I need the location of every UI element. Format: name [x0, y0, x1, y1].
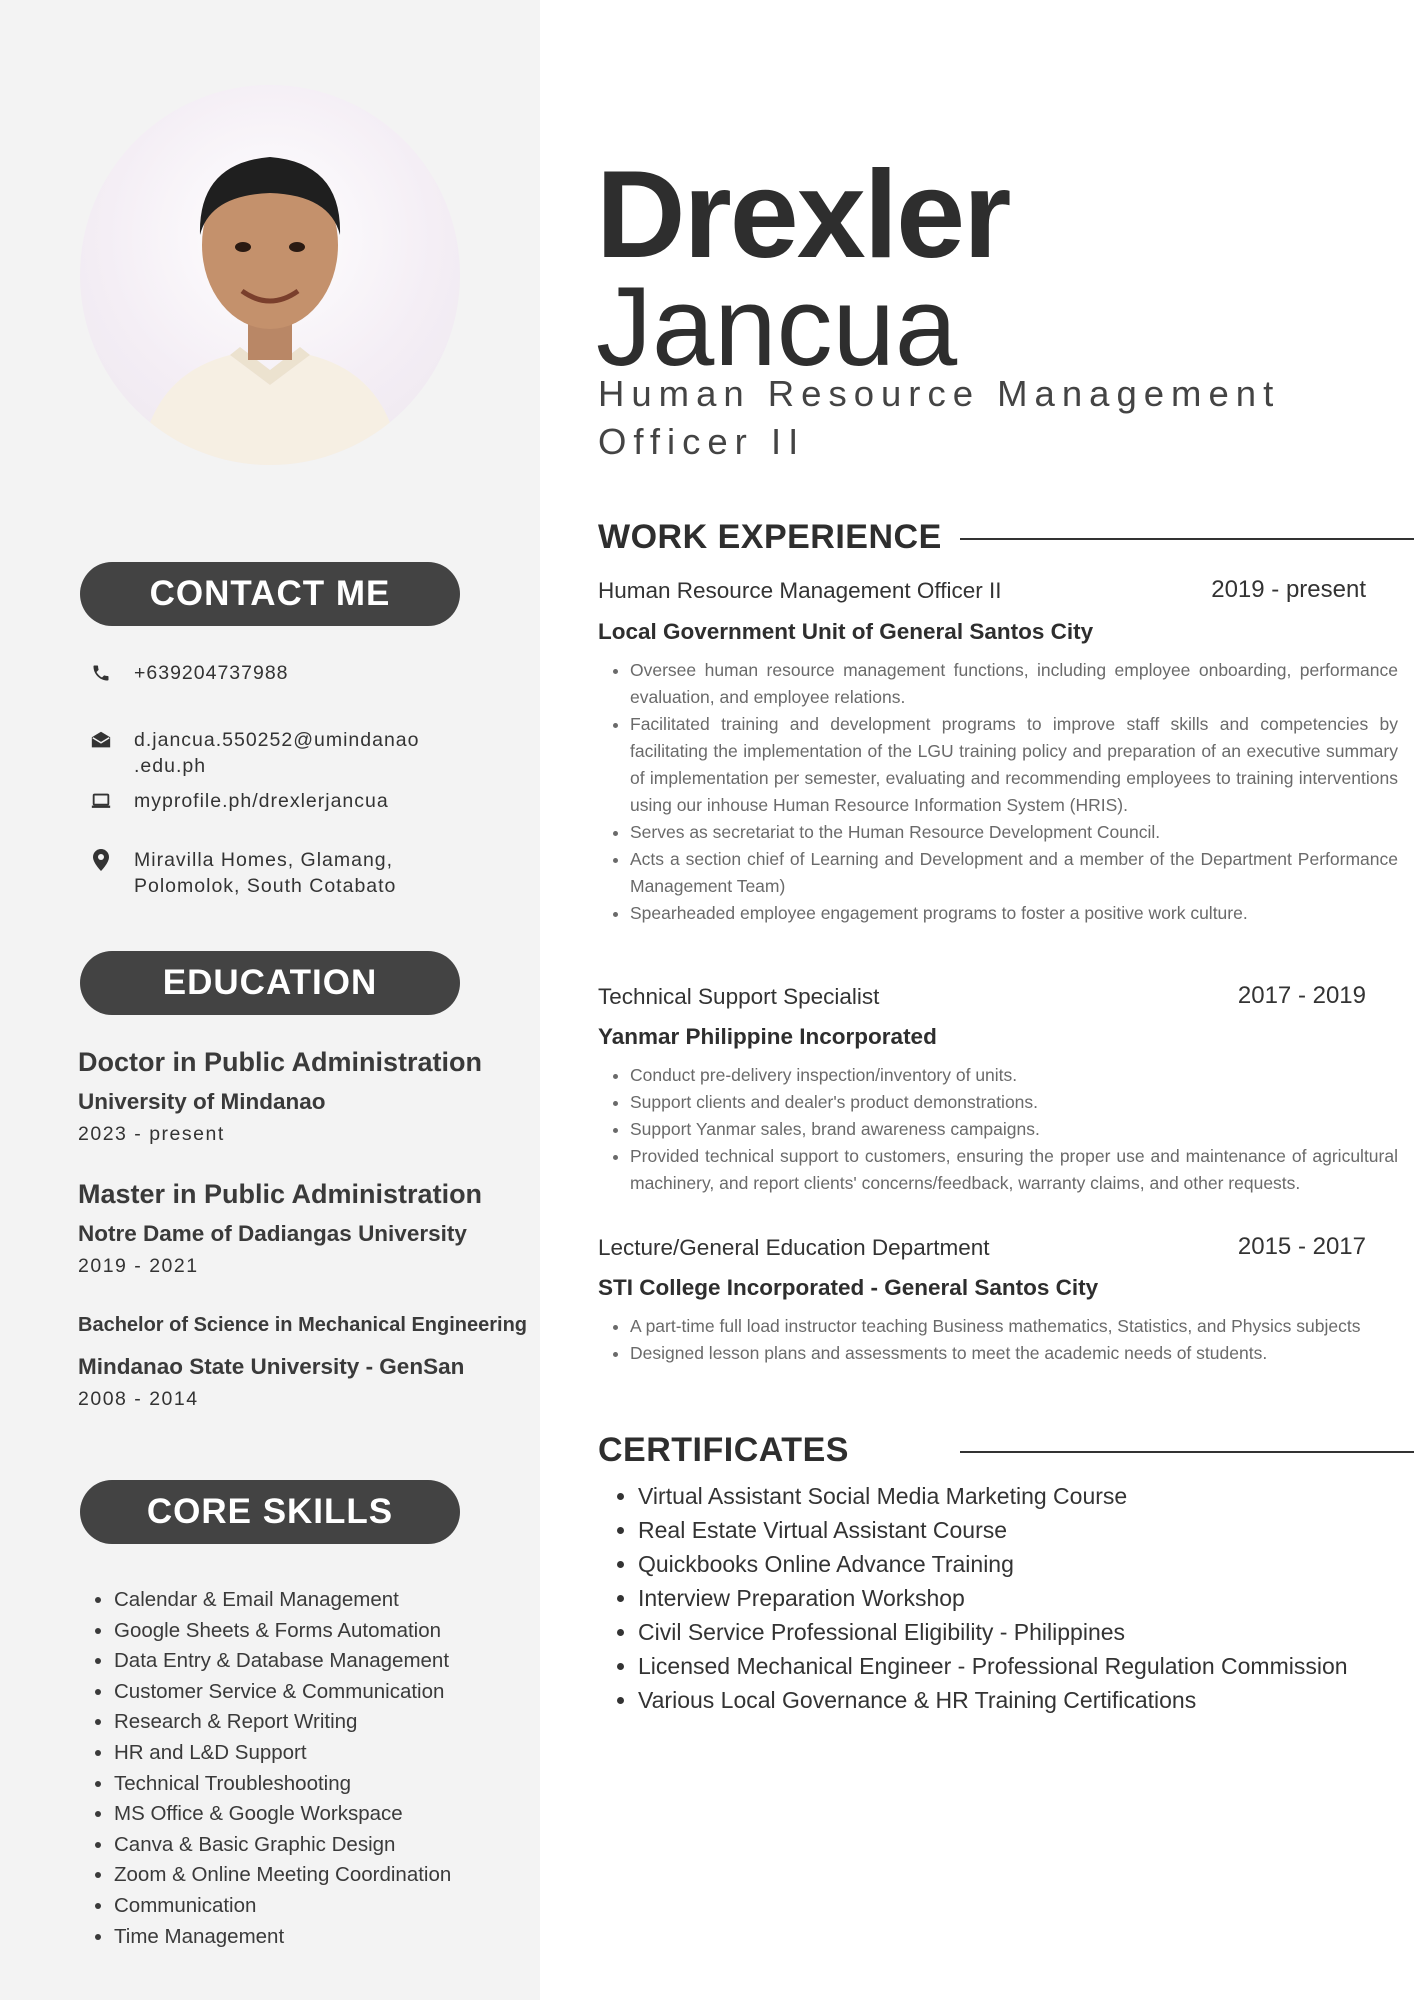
- skill-item: • Calendar & Email Management: [114, 1585, 451, 1616]
- certificate-item: • Licensed Mechanical Engineer - Professional Regulation Commission: [638, 1649, 1348, 1683]
- skill-item: • MS Office & Google Workspace: [114, 1799, 451, 1830]
- duty-item: • Facilitated training and development programs to improve staff skills and competencies by facilitating the implementation of the LGU training policy and preparation of an executive summary of implementation per semester, evaluating and recommending employees to training interventions using our inhouse Human Resource Information System (HRIS).: [630, 711, 1398, 819]
- section-divider: [960, 1451, 1414, 1453]
- person-illustration: [80, 85, 460, 465]
- job-company: Yanmar Philippine Incorporated: [598, 1024, 937, 1049]
- skill-item: • Zoom & Online Meeting Coordination: [114, 1860, 451, 1891]
- work-experience-heading: WORK EXPERIENCE: [598, 518, 942, 556]
- education-years: 2023 - present: [78, 1123, 225, 1145]
- location-pin-icon: [88, 847, 114, 873]
- job-duties: [598, 1062, 1398, 1197]
- skill-item: • HR and L&D Support: [114, 1738, 451, 1769]
- skill-item: • Time Management: [114, 1922, 451, 1953]
- duty-item: • Oversee human resource management functions, including employee onboarding, performance evaluation, and employee relations.: [630, 657, 1398, 711]
- duty-item: • Support Yanmar sales, brand awareness campaigns.: [630, 1116, 1398, 1143]
- job-company: Local Government Unit of General Santos City: [598, 619, 1094, 644]
- job-role: Lecture/General Education Department: [598, 1235, 990, 1260]
- education-years: 2008 - 2014: [78, 1388, 199, 1410]
- profile-photo: [80, 85, 460, 465]
- certificate-item: • Real Estate Virtual Assistant Course: [638, 1513, 1348, 1547]
- education-degree: Doctor in Public Administration: [78, 1047, 483, 1077]
- certificate-item: • Virtual Assistant Social Media Marketing Course: [638, 1479, 1348, 1513]
- skill-item: • Research & Report Writing: [114, 1707, 451, 1738]
- education-heading: EDUCATION: [80, 951, 460, 1015]
- skill-item: • Customer Service & Communication: [114, 1677, 451, 1708]
- skill-item: • Google Sheets & Forms Automation: [114, 1616, 451, 1647]
- laptop-icon: [88, 788, 114, 814]
- address-line-1: Miravilla Homes, Glamang,: [134, 849, 394, 871]
- duty-item: • A part-time full load instructor teaching Business mathematics, Statistics, and Physics subjects: [630, 1313, 1398, 1340]
- address: [134, 847, 396, 899]
- duty-item: • Provided technical support to customers, ensuring the proper use and maintenance of agricultural machinery, and report clients' concerns/feedback, warranty claims, and other requests.: [630, 1143, 1398, 1197]
- job-role: Technical Support Specialist: [598, 984, 880, 1009]
- duty-item: • Serves as secretariat to the Human Resource Development Council.: [630, 819, 1398, 846]
- email-address[interactable]: [134, 727, 420, 779]
- job-company: STI College Incorporated - General Santos City: [598, 1275, 1099, 1300]
- certificate-item: • Various Local Governance & HR Training Certifications: [638, 1683, 1348, 1717]
- education-years: 2019 - 2021: [78, 1255, 199, 1277]
- duty-item: • Support clients and dealer's product demonstrations.: [630, 1089, 1398, 1116]
- certificate-item: • Quickbooks Online Advance Training: [638, 1547, 1348, 1581]
- duty-item: • Spearheaded employee engagement programs to foster a positive work culture.: [630, 900, 1398, 927]
- job-role: Human Resource Management Officer II: [598, 578, 1002, 603]
- job-years: 2017 - 2019: [1237, 982, 1366, 1009]
- certificates-heading: CERTIFICATES: [598, 1431, 849, 1469]
- job-years: 2015 - 2017: [1237, 1233, 1366, 1260]
- duty-item: • Conduct pre-delivery inspection/inventory of units.: [630, 1062, 1398, 1089]
- contact-website: [88, 788, 389, 814]
- job-years: 2019 - present: [1211, 576, 1366, 603]
- job-title: Human Resource Management Officer II: [598, 373, 1281, 462]
- skill-item: • Technical Troubleshooting: [114, 1769, 451, 1800]
- skills-list: [78, 1585, 451, 1952]
- job-duties: [598, 1313, 1398, 1367]
- education-degree: Master in Public Administration: [78, 1179, 483, 1209]
- certificates-list: [598, 1479, 1348, 1717]
- education-school: Notre Dame of Dadiangas University: [78, 1221, 467, 1246]
- skill-item: • Data Entry & Database Management: [114, 1646, 451, 1677]
- first-name: Drexler: [596, 146, 1010, 284]
- mail-icon: [88, 727, 114, 753]
- certificate-item: • Interview Preparation Workshop: [638, 1581, 1348, 1615]
- phone-icon: [88, 660, 114, 686]
- last-name: Jancua: [596, 264, 958, 389]
- duty-item: • Designed lesson plans and assessments to meet the academic needs of students.: [630, 1340, 1398, 1367]
- phone-number[interactable]: +639204737988: [134, 662, 289, 684]
- email-line-2: .edu.ph: [134, 755, 207, 777]
- duty-item: • Acts a section chief of Learning and Development and a member of the Department Performance Management Team): [630, 846, 1398, 900]
- section-divider: [960, 538, 1414, 540]
- education-school: Mindanao State University - GenSan: [78, 1354, 465, 1379]
- skill-item: • Communication: [114, 1891, 451, 1922]
- skill-item: • Canva & Basic Graphic Design: [114, 1830, 451, 1861]
- email-line-1: d.jancua.550252@umindanao: [134, 729, 420, 751]
- website-link[interactable]: myprofile.ph/drexlerjancua: [134, 790, 389, 812]
- certificate-item: • Civil Service Professional Eligibility - Philippines: [638, 1615, 1348, 1649]
- address-line-2: Polomolok, South Cotabato: [134, 875, 397, 897]
- education-degree: Bachelor of Science in Mechanical Engineering: [78, 1314, 528, 1336]
- contact-address: [88, 847, 396, 899]
- education-school: University of Mindanao: [78, 1089, 326, 1114]
- contact-email: [88, 727, 420, 779]
- contact-heading: CONTACT ME: [80, 562, 460, 626]
- contact-phone: [88, 660, 289, 686]
- core-skills-heading: CORE SKILLS: [80, 1480, 460, 1544]
- job-duties: [598, 657, 1398, 927]
